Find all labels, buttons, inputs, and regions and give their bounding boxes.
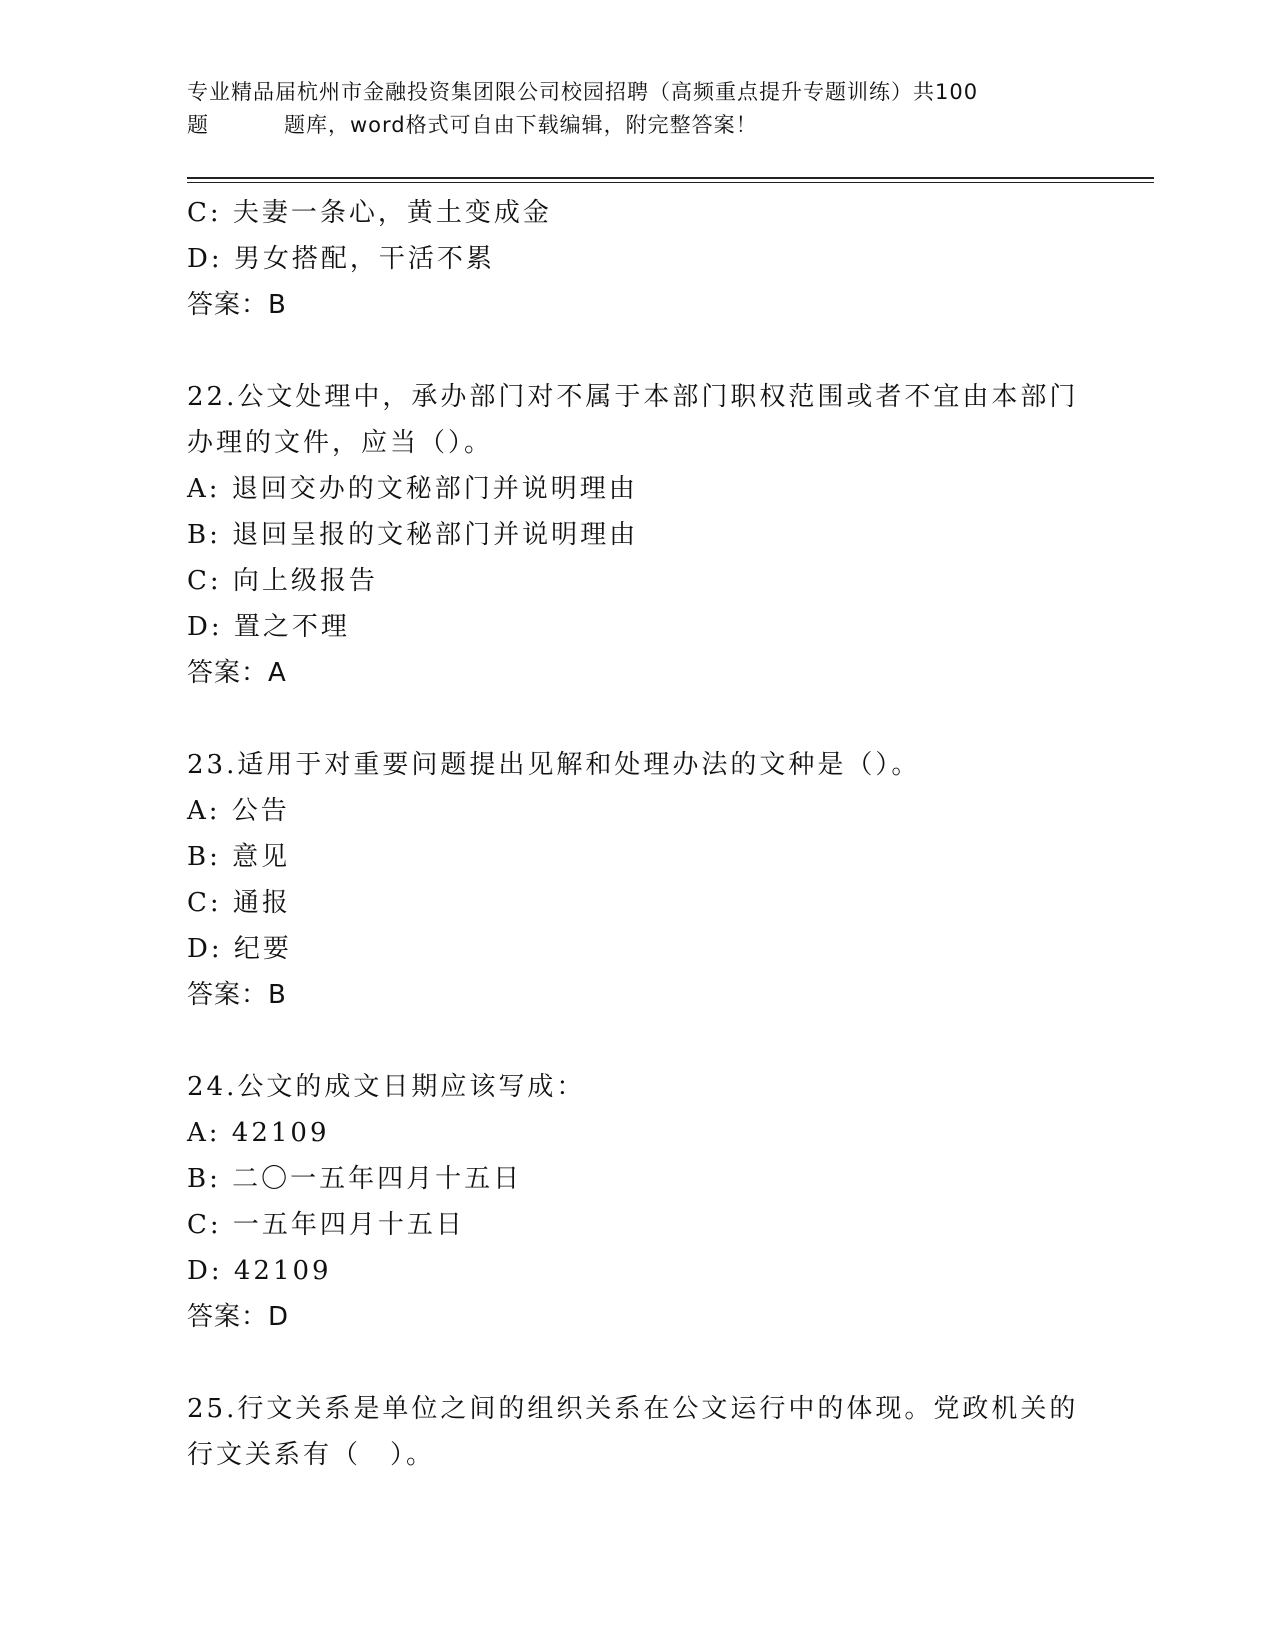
header-title-rest: 题库，word格式可自由下载编辑，附完整答案！ <box>284 113 758 137</box>
option-c: C: 一五年四月十五日 <box>187 1210 465 1240</box>
answer-label: 答案：B <box>187 980 287 1010</box>
spacer <box>187 328 1087 374</box>
question-24 <box>187 1064 1087 1340</box>
option-a: A: 42109 <box>187 1118 330 1148</box>
document-body <box>187 190 1087 1478</box>
header-title-line-1: 专业精品届杭州市金融投资集团限公司校园招聘（高频重点提升专题训练）共100 <box>187 80 979 104</box>
header-title-prefix: 题 <box>187 113 209 137</box>
document-header <box>187 76 1087 142</box>
question-stem: 24.公文的成文日期应该写成： <box>187 1072 586 1102</box>
question-22 <box>187 374 1087 696</box>
answer-label: 答案：B <box>187 290 287 320</box>
option-c: C: 向上级报告 <box>187 566 378 596</box>
question-21-continued <box>187 190 1087 328</box>
option-b: B: 退回呈报的文秘部门并说明理由 <box>187 520 639 550</box>
option-d: D: 男女搭配，干活不累 <box>187 244 495 274</box>
answer-label: 答案：A <box>187 658 287 688</box>
option-b: B: 二〇一五年四月十五日 <box>187 1164 523 1194</box>
option-d: D: 42109 <box>187 1256 332 1286</box>
question-stem: 办理的文件，应当（）。 <box>187 428 494 458</box>
option-b: B: 意见 <box>187 842 291 872</box>
question-25 <box>187 1386 1087 1478</box>
option-c: C: 夫妻一条心，黄土变成金 <box>187 198 552 228</box>
question-23 <box>187 742 1087 1018</box>
question-stem: 23.适用于对重要问题提出见解和处理办法的文种是（）。 <box>187 750 921 780</box>
option-c: C: 通报 <box>187 888 291 918</box>
question-stem: 行文关系有（ ）。 <box>187 1440 436 1470</box>
question-stem: 25.行文关系是单位之间的组织关系在公文运行中的体现。党政机关的 <box>187 1394 1079 1424</box>
spacer <box>187 696 1087 742</box>
header-divider-thick <box>187 177 1154 179</box>
question-stem: 22.公文处理中，承办部门对不属于本部门职权范围或者不宜由本部门 <box>187 382 1079 412</box>
spacer <box>187 1018 1087 1064</box>
option-d: D: 纪要 <box>187 934 292 964</box>
spacer <box>187 1340 1087 1386</box>
answer-label: 答案：D <box>187 1302 290 1332</box>
option-a: A: 退回交办的文秘部门并说明理由 <box>187 474 638 504</box>
header-divider-thin <box>187 182 1154 183</box>
option-d: D: 置之不理 <box>187 612 350 642</box>
option-a: A: 公告 <box>187 796 290 826</box>
header-title-line-2 <box>187 109 1087 142</box>
